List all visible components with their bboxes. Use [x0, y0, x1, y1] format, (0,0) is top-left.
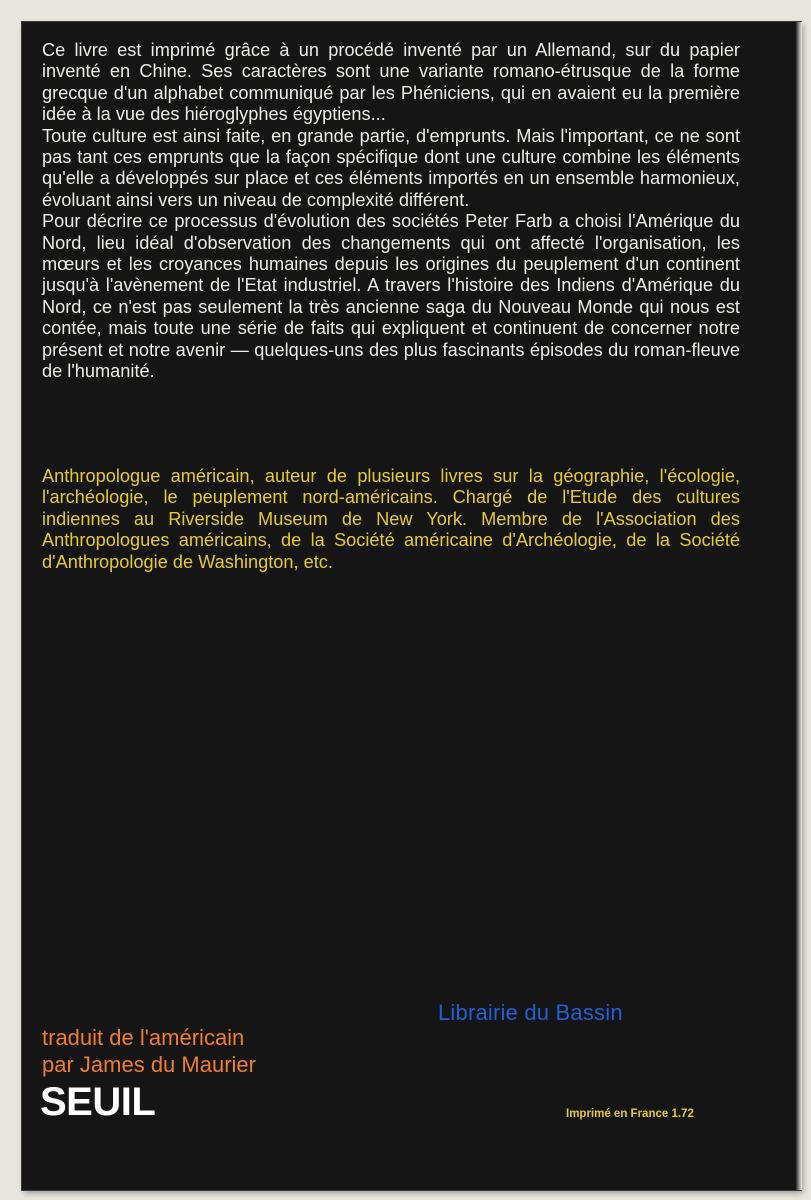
cover-edge — [796, 22, 802, 1190]
blurb-paragraph-2: Toute culture est ainsi faite, en grande partie, d'emprunts. Mais l'important, ce ne sont pas tant ces emprunts que la façon spécifique dont une culture combine les éléments qu'elle a développés sur place et ces éléments importés en un ensemble harmonieux, évoluant ainsi vers un niveau de complexité différent. — [42, 125, 740, 210]
bookseller-stamp: Librairie du Bassin — [438, 1000, 623, 1025]
printing-notice: Imprimé en France 1.72 — [566, 1108, 694, 1120]
translator-line-2: par James du Maurier — [42, 1052, 256, 1077]
translator-line-1: traduit de l'américain — [42, 1025, 245, 1050]
translator-credit — [42, 1024, 256, 1078]
blurb-paragraph-1: Ce livre est imprimé grâce à un procédé inventé par un Allemand, sur du papier inventé en Chine. Ses caractères sont une variante romano-étrusque de la forme grecque d'un alphabet communiqué par les Phéniciens, qui en avaient eu la première idée à la vue des hiéroglyphes égyptiens... — [42, 40, 740, 125]
publisher-logo: SEUIL — [40, 1080, 156, 1124]
blurb-paragraph-3: Pour décrire ce processus d'évolution des sociétés Peter Farb a choisi l'Amérique du Nord, lieu idéal d'observation des changements qui ont affecté l'organisation, les mœurs et les croyances humaines depuis les origines du peuplement d'un continent jusqu'à l'avènement de l'Etat industriel. A travers l'histoire des Indiens d'Amérique du Nord, ce n'est pas seulement la très ancienne saga du Nouveau Monde qui nous est contée, mais toute une série de faits qui expliquent et continuent de concerner notre présent et notre avenir — quelques-uns des plus fascinants épisodes du roman-fleuve de l'humanité. — [42, 211, 740, 382]
author-bio: Anthropologue américain, auteur de plusieurs livres sur la géographie, l'écologie, l'archéologie, le peuplement nord-américains. Chargé de l'Etude des cultures indiennes au Riverside Museum de New York. Membre de l'Association des Anthropologues américains, de la Société américaine d'Archéologie, de la Société d'Anthropologie de Washington, etc. — [42, 466, 740, 572]
blurb-text — [42, 40, 740, 383]
